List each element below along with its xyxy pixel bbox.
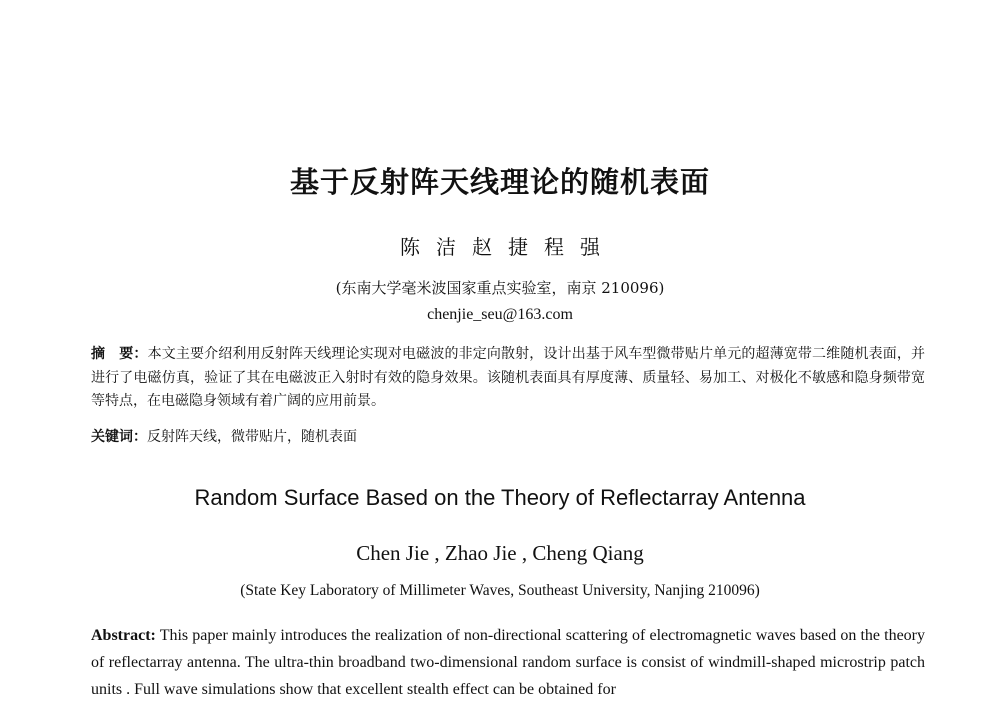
chinese-keywords-text: 反射阵天线，微带贴片，随机表面 [147, 429, 357, 445]
chinese-authors: 陈洁赵捷程强 [400, 235, 616, 259]
chinese-abstract-text: 本文主要介绍利用反射阵天线理论实现对电磁波的非定向散射，设计出基于风车型微带贴片单元的超薄宽带二维随机表面，并进行了电磁仿真，验证了其在电磁波正入射时有效的隐身效果。该随机表面具有厚度薄、质量轻、易加工、对极化不敏感和隐身频带宽等特点，在电磁隐身领域有着广阔的应用前景。 [91, 346, 926, 409]
chinese-title: 基于反射阵天线理论的随机表面 [289, 165, 710, 199]
chinese-keywords [91, 426, 925, 449]
english-title: Random Surface Based on the Theory of Reflectarray Antenna [194, 485, 806, 510]
author-email: chenjie_seu@163.com [427, 306, 573, 323]
english-abstract [91, 622, 925, 703]
english-authors: Chen Jie , Zhao Jie , Cheng Qiang [356, 541, 644, 565]
english-abstract-label: Abstract: [91, 627, 156, 644]
chinese-keywords-label: 关键词： [91, 429, 147, 445]
chinese-affiliation: (东南大学毫米波国家重点实验室，南京 210096) [335, 279, 665, 297]
chinese-abstract [91, 343, 925, 414]
english-abstract-text: This paper mainly introduces the realization of non-directional scattering of electromagnetic waves based on the theory of reflectarray antenna. The ultra-thin broadband two-dimensional random surface is consist of windmill-shaped microstrip patch units . Full wave simulations show that excellent stealth effect can be obtained for [91, 627, 925, 698]
chinese-abstract-label: 摘 要： [91, 346, 148, 362]
english-affiliation: (State Key Laboratory of Millimeter Waves, Southeast University, Nanjing 210096) [240, 582, 760, 599]
